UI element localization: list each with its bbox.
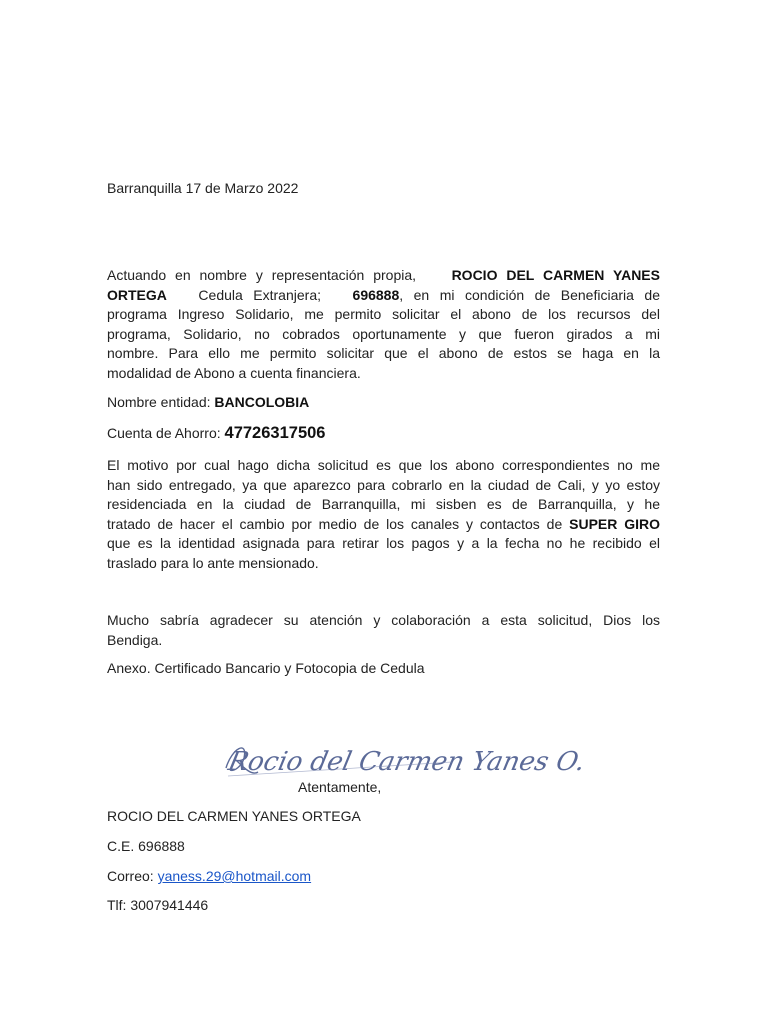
beneficiary-name-part-1: ROCIO DEL CARMEN YANES [451,267,660,283]
motive-text-4: tratado de hacer el cambio por medio de los canales y contactos de [107,515,563,532]
motive-line-3: residenciada en la ciudad de Barranquilla, mi sisben es de Barranquilla, y he [107,496,660,512]
intro-paragraph [107,266,660,383]
signature-text: Rocio del Carmen Yanes O. [225,747,588,777]
phone-line: Tlf: 3007941446 [107,897,209,913]
id-type-label: Cedula Extranjera; [198,286,321,303]
motive-line-6: traslado para lo ante mensionado. [107,554,319,571]
closing-line: Atentamente, [298,779,382,795]
account-line [107,424,325,444]
intro-text-1: Actuando en nombre y representación propia, [107,267,417,283]
intro-line-5: nombre. Para ello me permito solicitar que el abono de estos se haga en la [107,345,660,361]
entity-line [107,393,309,413]
motive-line-2: han sido entregado, ya que aparezco para cobrarlo en la ciudad de Cali, y yo estoy [107,476,660,493]
entity-label: Nombre entidad: [107,394,211,410]
email-link[interactable]: yaness.29@hotmail.com [157,868,312,884]
handwritten-signature [222,728,588,784]
super-giro: SUPER GIRO [569,515,661,532]
id-number: 696888 [352,286,400,303]
entity-value: BANCOLOBIA [214,394,310,410]
thanks-paragraph [107,611,660,650]
date-line: Barranquilla 17 de Marzo 2022 [107,180,299,196]
thanks-line-2: Bendiga. [107,631,163,648]
account-number: 47726317506 [224,424,326,442]
motive-paragraph [107,456,660,573]
signer-name: ROCIO DEL CARMEN YANES ORTEGA [107,808,361,824]
motive-line-1: El motivo por cual hago dicha solicitud es que los abono correspondientes no me [107,457,660,473]
email-line [107,867,311,887]
thanks-line-1: Mucho sabría agradecer su atención y colaboración a esta solicitud, Dios los [107,612,660,628]
intro-line-4: programa, Solidario, no cobrados oportunamente y que fueron girados a mi [107,325,660,342]
motive-line-4 [107,515,660,535]
intro-line-3: programa Ingreso Solidario, me permito solicitar el abono de los recursos del [107,306,660,322]
intro-text-2: , en mi condición de Beneficiaria de [399,286,660,303]
id-line: C.E. 696888 [107,838,185,854]
intro-line-2 [107,286,660,306]
annex-line: Anexo. Certificado Bancario y Fotocopia de Cedula [107,660,425,676]
intro-line-1 [107,266,660,286]
motive-line-5: que es la identidad asignada para retirar los pagos y a la fecha no he recibido el [107,535,660,551]
email-label: Correo: [107,868,154,884]
intro-line-6: modalidad de Abono a cuenta financiera. [107,364,361,381]
beneficiary-name-part-2: ORTEGA [107,286,167,303]
signature-graphic [222,728,588,784]
account-label: Cuenta de Ahorro: [107,425,221,441]
